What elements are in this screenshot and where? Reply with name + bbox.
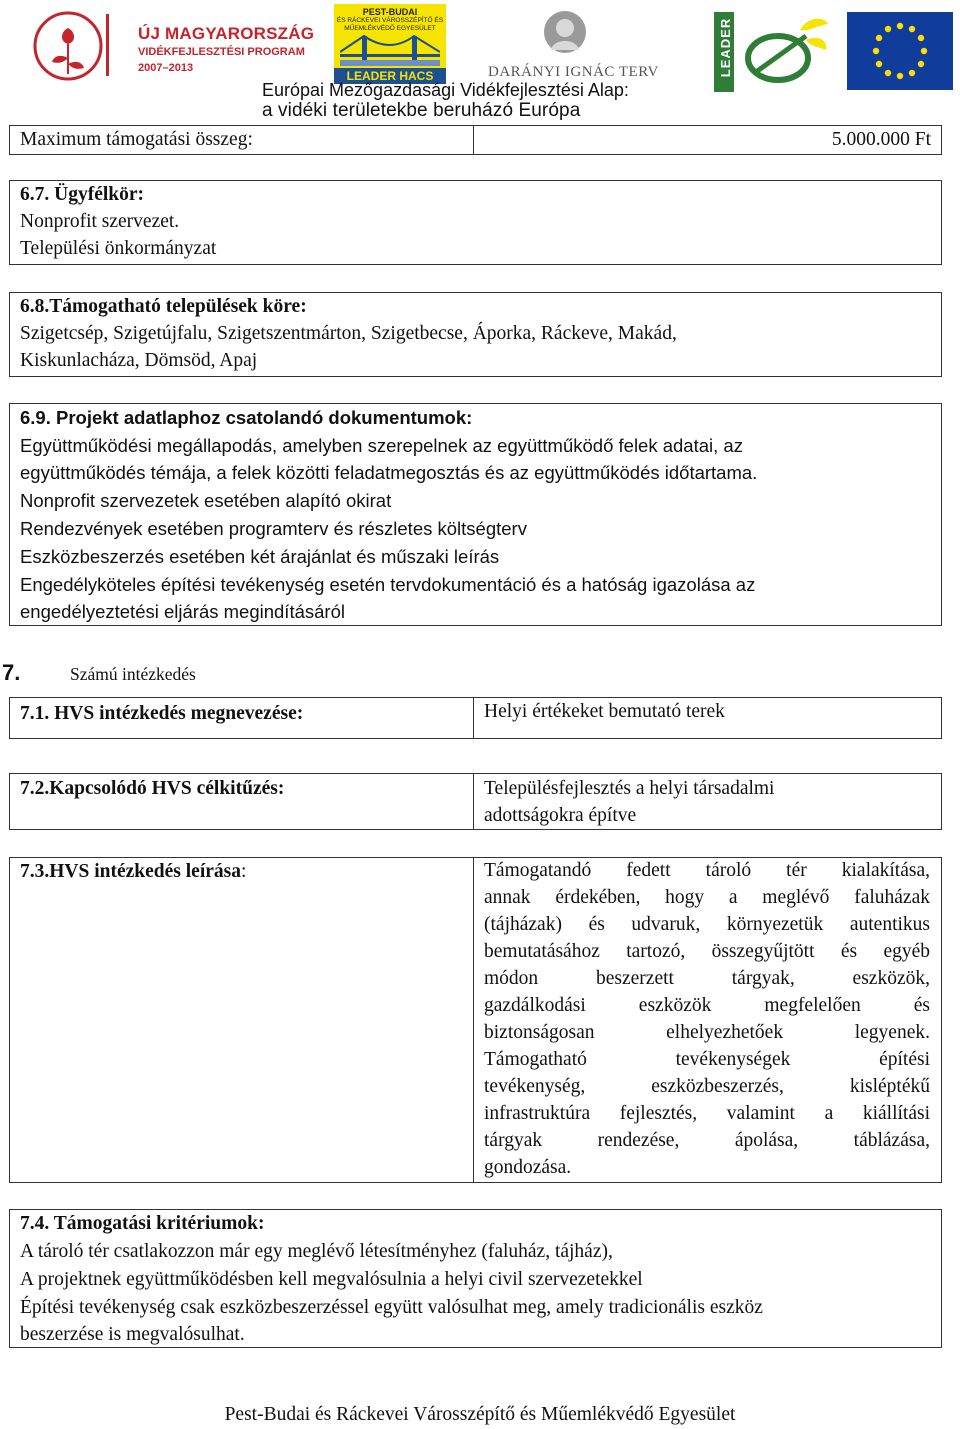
client-item: Nonprofit szervezet. bbox=[20, 211, 180, 232]
leader-logo bbox=[714, 12, 834, 92]
measure-name-label: 7.1. HVS intézkedés megnevezése: bbox=[20, 703, 304, 724]
daranyi-title: DARÁNYI IGNÁC TERV bbox=[488, 64, 659, 80]
document-line: együttműködés témája, a felek közötti feladatmegosztás és az együttműködés időtartama. bbox=[20, 462, 758, 483]
hacs-region: PEST-BUDAI bbox=[362, 7, 418, 17]
hacs-label: LEADER HACS bbox=[334, 68, 446, 84]
section-6-7-client-scope bbox=[9, 180, 942, 265]
leader-word: LEADER bbox=[718, 17, 734, 78]
settlement-line: Szigetcsép, Szigetújfalu, Szigetszentmárton, Szigetbecse, Áporka, Ráckeve, Makád, bbox=[20, 323, 677, 344]
criteria-line: Építési tevékenység csak eszközbeszerzéssel együtt valósulhat meg, amely tradicionális eszköz bbox=[20, 1297, 763, 1318]
description-line: Támogatható tevékenységek építési bbox=[484, 1049, 930, 1070]
description-line: annak érdekében, hogy a meglévő faluházak bbox=[484, 887, 930, 908]
hacs-association: ÉS RÁCKEVEI VÁROSSZÉPÍTŐ ÉS MŰEMLÉKVÉDŐ EGYESÜLET bbox=[336, 17, 444, 32]
ujm-years: 2007–2013 bbox=[138, 62, 194, 74]
description-line: (tájházak) és udvaruk, környezetük autentikus bbox=[484, 914, 930, 935]
eafrd-title: Európai Mezőgazdasági Vidékfejlesztési Alap: bbox=[262, 80, 629, 100]
settlement-line: Kiskunlacháza, Dömsöd, Apaj bbox=[20, 350, 258, 371]
column-divider bbox=[473, 774, 474, 829]
document-line: Nonprofit szervezetek esetében alapító okirat bbox=[20, 490, 392, 511]
column-divider bbox=[473, 858, 474, 1182]
footer-organization: Pest-Budai és Ráckevei Városszépítő és Műemlékvédő Egyesület bbox=[224, 1404, 736, 1425]
criteria-line: beszerzése is megvalósulhat. bbox=[20, 1324, 245, 1345]
measure-goal-value: Településfejlesztés a helyi társadalmi bbox=[484, 778, 775, 799]
measure-goal-label: 7.2.Kapcsolódó HVS célkitűzés: bbox=[20, 778, 285, 799]
description-line: Támogatandó fedett tároló tér kialakítása, bbox=[484, 860, 930, 881]
max-support-value: 5.000.000 Ft bbox=[831, 129, 931, 150]
leaf-icon bbox=[736, 12, 832, 92]
leader-hacs-logo bbox=[334, 4, 446, 84]
measure-name-value: Helyi értékeket bemutató terek bbox=[484, 701, 725, 722]
document-line: Engedélyköteles építési tevékenység esetén tervdokumentáció és a hatóság igazolása az bbox=[20, 574, 756, 595]
max-support-label: Maximum támogatási összeg: bbox=[20, 129, 253, 150]
criteria-line: A projektnek együttműködésben kell megvalósulnia a helyi civil szervezetekkel bbox=[20, 1269, 643, 1290]
section-7-label: Számú intézkedés bbox=[70, 664, 196, 684]
measure-description-label bbox=[20, 858, 246, 885]
section-7-number: 7. bbox=[2, 660, 21, 685]
section-6-8-settlements bbox=[9, 292, 942, 377]
criteria-heading: 7.4. Támogatási kritériumok: bbox=[20, 1213, 265, 1234]
measure-goal-row bbox=[9, 773, 942, 830]
section-6-9-heading: 6.9. Projekt adatlaphoz csatolandó dokumentumok: bbox=[20, 407, 473, 428]
eafrd-slogan: a vidéki területekbe beruházó Európa bbox=[262, 100, 581, 121]
description-line: biztonságosan elhelyezhetőek legyenek. bbox=[484, 1022, 930, 1043]
document-line: Rendezvények esetében programterv és részletes költségterv bbox=[20, 518, 527, 539]
support-criteria-box bbox=[9, 1209, 942, 1348]
document-line: Együttműködési megállapodás, amelyben szerepelnek az együttműködő felek adatai, az bbox=[20, 435, 743, 456]
ujm-title: ÚJ MAGYARORSZÁG bbox=[138, 24, 315, 43]
document-line: engedélyeztetési eljárás megindításáról bbox=[20, 601, 345, 622]
description-line: gondozása. bbox=[484, 1157, 572, 1178]
section-6-7-heading: 6.7. Ügyfélkör: bbox=[20, 184, 145, 205]
criteria-line: A tároló tér csatlakozzon már egy meglévő létesítményhez (faluház, tájház), bbox=[20, 1241, 613, 1262]
eu-flag-logo bbox=[847, 12, 953, 90]
max-support-row bbox=[9, 125, 942, 155]
section-6-9-documents bbox=[9, 403, 942, 626]
bridge-icon bbox=[340, 32, 440, 66]
eu-stars-icon bbox=[847, 12, 953, 90]
document-line: Eszközbeszerzés esetében két árajánlat és műszaki leírás bbox=[20, 546, 500, 567]
description-line: gazdálkodási eszközök megfelelően és bbox=[484, 995, 930, 1016]
measure-name-row bbox=[9, 697, 942, 739]
daranyi-ignac-terv-logo bbox=[480, 10, 660, 82]
description-line: bemutatásához tartozó, összegyűjtött és egyéb bbox=[484, 941, 930, 962]
description-line: módon beszerzett tárgyak, eszközök, bbox=[484, 968, 930, 989]
portrait-icon bbox=[543, 10, 587, 60]
description-line: tárgyak rendezése, ápolása, táblázása, bbox=[484, 1130, 930, 1151]
measure-description-colon: : bbox=[240, 861, 247, 882]
rose-emblem-icon bbox=[30, 8, 130, 82]
description-line: infrastruktúra fejlesztés, valamint a kiállítási bbox=[484, 1103, 930, 1124]
section-6-8-heading: 6.8.Támogatható települések köre: bbox=[20, 296, 307, 317]
client-item: Települési önkormányzat bbox=[20, 238, 217, 259]
measure-description-label-text: 7.3.HVS intézkedés leírása bbox=[20, 861, 241, 882]
description-line: tevékenység, eszközbeszerzés, kisléptékű bbox=[484, 1076, 930, 1097]
measure-goal-value: adottságokra építve bbox=[484, 805, 637, 826]
header-logos bbox=[0, 0, 960, 124]
uj-magyarorszag-logo bbox=[20, 6, 315, 80]
ujm-subtitle: VIDÉKFEJLESZTÉSI PROGRAM bbox=[138, 46, 305, 58]
column-divider bbox=[473, 126, 474, 154]
column-divider bbox=[473, 698, 474, 738]
